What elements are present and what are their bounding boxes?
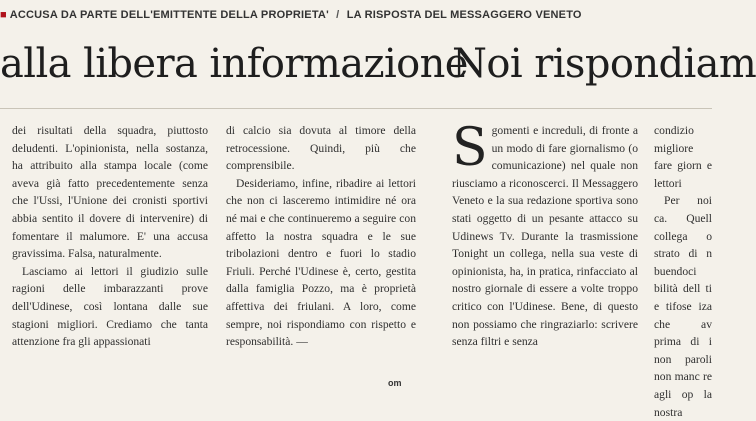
article-column-3 <box>452 118 638 404</box>
paragraph: gomenti e increduli, di fronte a un modo di fare giornalismo (o comunicazione) nel quale non riusciamo a riconoscerci. Il Messaggero Veneto e la sua redazione sportiva sono stati oggetto di un pesante attacco su Udinews Tv. Durante la trasmissione Tonight un collega, nella sua veste di opinionista, ha, in pratica, rinfacciato al nostro giornale di essere a volte troppo critico con l'Udinese. Bene, di questo non possiamo che ringraziarlo: scrivere senza filtri e senza <box>452 124 638 349</box>
kicker-separator: / <box>336 9 340 21</box>
paragraph: Per noi ca. Quell collega o strato di n buendoci bilità dell ti e tifose iza che av prima di i non paroli non manc re agli op la nostra <box>654 194 712 419</box>
headline-left: alla libera informazione <box>0 41 468 87</box>
article-column-4 <box>654 122 712 419</box>
divider <box>0 108 712 109</box>
kicker-right: LA RISPOSTA DEL MESSAGGERO VENETO <box>346 9 582 21</box>
paragraph: condizio migliore fare giorn e lettori <box>654 124 712 190</box>
kicker-marker: ■ <box>0 9 7 21</box>
paragraph: Desideriamo, infine, ribadire ai lettori che non ci lasceremo intimidire né ora né mai e che continueremo a seguire con affetto la nostra squadra e le sue tribolazioni dentro e fuori lo stadio Friuli. Perché l'Udinese è, certo, gestita dalla famiglia Pozzo, ma è proprietà affettiva dei friulani. A loro, come sempre, noi rispondiamo con rispetto e responsabilità. — <box>226 176 416 349</box>
kicker-left: ACCUSA DA PARTE DELL'EMITTENTE DELLA PROPRIETA' <box>9 9 329 21</box>
paragraph: dei risultati della squadra, piuttosto deludenti. L'opinionista, nella sostanza, ha attribuito alla stampa locale (come aveva già fatto precedentemente senza che l'Ussi, l'Unione dei cronisti sportivi abbia sentito il dovere di intervenire) di fomentare il malumore. E' una accusa gravissima. Falsa, naturalmente. <box>12 124 208 261</box>
paragraph: di calcio sia dovuta al timore della retrocessione. Quindi, più che comprensibile. <box>226 124 416 173</box>
author-signature: om <box>388 378 402 388</box>
section-kicker <box>0 4 712 26</box>
paragraph: Lasciamo ai lettori il giudizio sulle ragioni delle imbarazzanti prove dell'Udinese, così lontana dalle sue stagioni migliori. Crediamo che tanta attenzione fra gli appassionati <box>12 264 208 349</box>
article-column-1 <box>12 122 208 404</box>
headline-right: Noi rispondiam <box>452 41 756 87</box>
drop-cap: S <box>452 118 488 178</box>
article-column-2 <box>226 122 416 404</box>
